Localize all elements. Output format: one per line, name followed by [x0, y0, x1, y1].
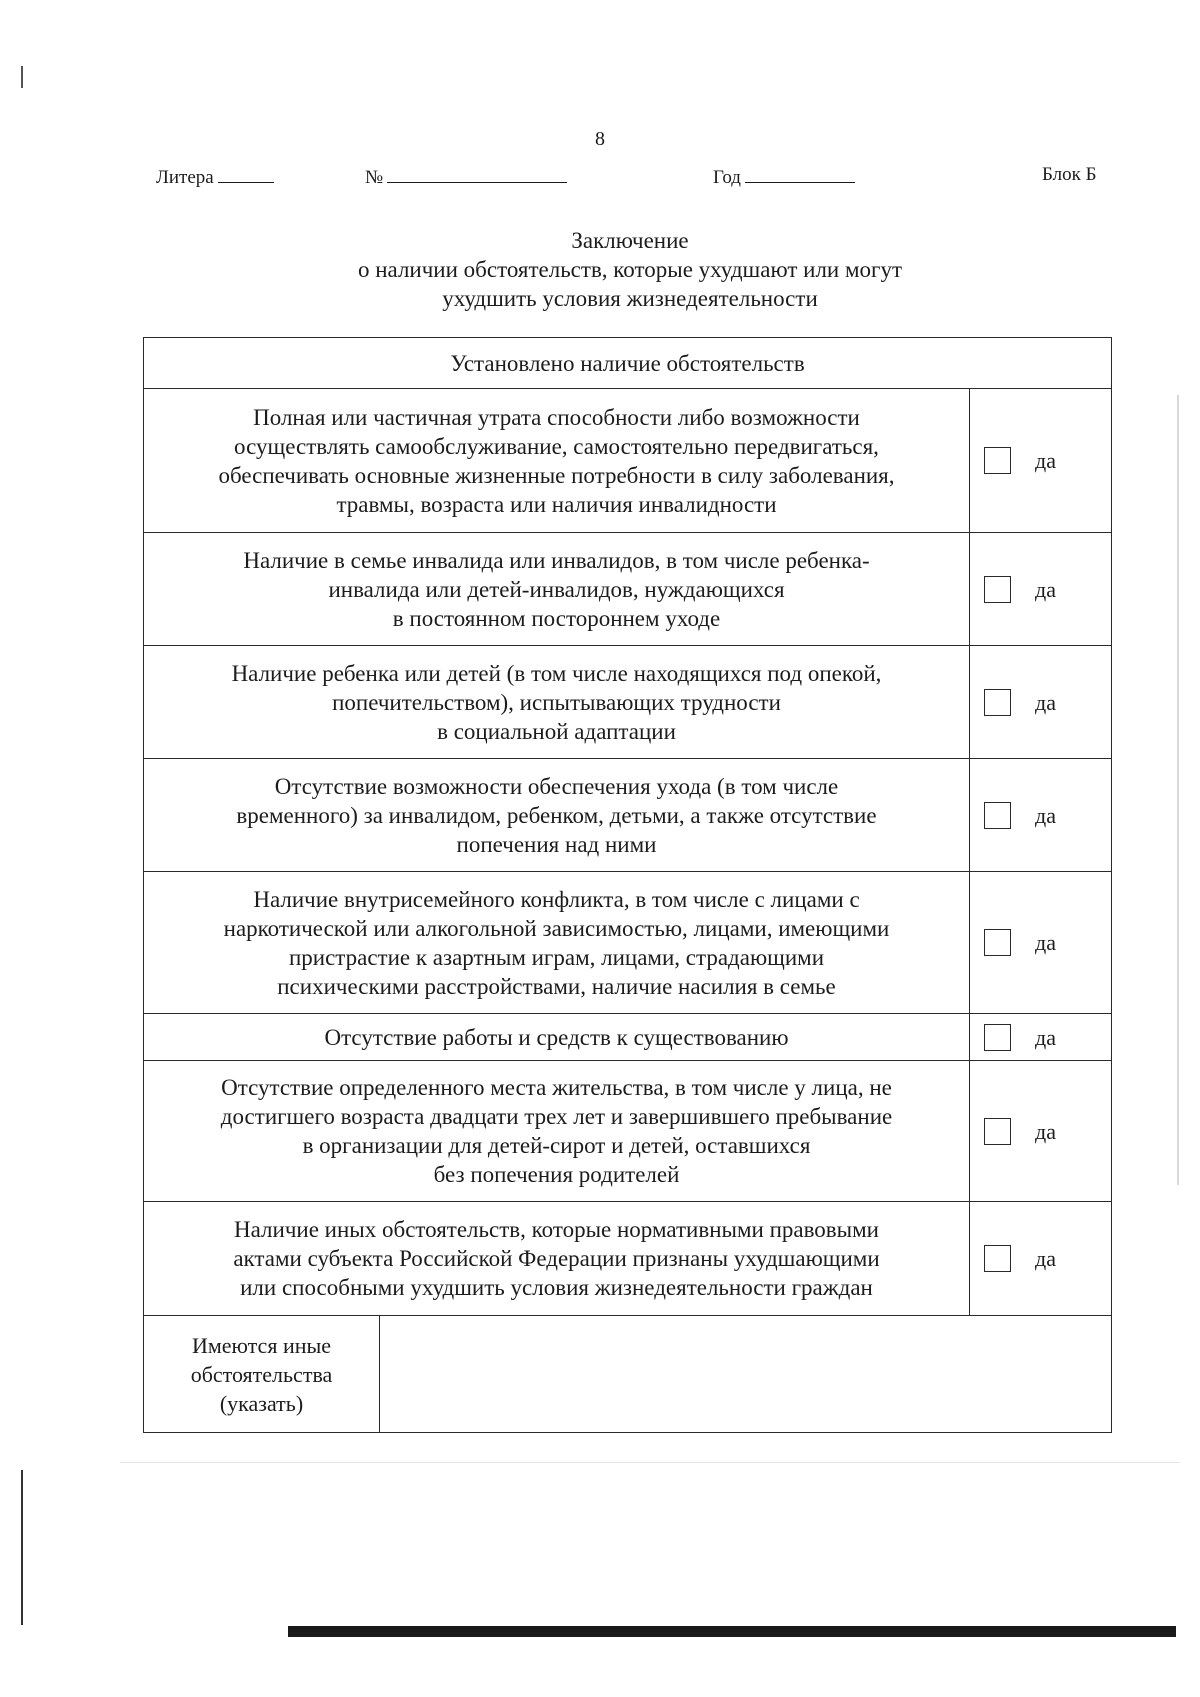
text-line: временного) за инвалидом, ребенком, детьми, а также отсутствие [236, 802, 877, 828]
scan-artifact-bar [288, 1626, 1176, 1637]
circumstance-text [144, 1061, 970, 1202]
scan-artifact-mark [21, 1470, 23, 1625]
text-line: наркотической или алкогольной зависимостью, лицами, имеющими [223, 915, 890, 941]
text-line: попечения над ними [456, 831, 657, 857]
text-line: достигшего возраста двадцати трех лет и завершившего пребывание [220, 1104, 893, 1129]
year-label: Год [713, 167, 741, 188]
document-title [0, 226, 1200, 313]
yes-checkbox[interactable] [984, 1118, 1011, 1145]
text-line: пристрастие к азартным играм, лицами, страдающими [288, 944, 825, 970]
text-line: инвалида или детей-инвалидов, нуждающихся [328, 576, 785, 602]
circumstance-text [144, 759, 970, 872]
text-line: осуществлять самообслуживание, самостоятельно передвигаться, [234, 433, 879, 459]
yes-checkbox[interactable] [984, 1024, 1011, 1051]
litera-input[interactable] [218, 164, 274, 183]
text-line: обстоятельства [190, 1361, 333, 1387]
text-line: Отсутствие определенного места жительства, в том числе у лица, не [221, 1075, 892, 1100]
circumstance-text [144, 1202, 970, 1316]
yes-checkbox[interactable] [984, 802, 1011, 829]
yes-checkbox[interactable] [984, 929, 1011, 956]
yes-label: да [1035, 576, 1056, 602]
table-row [144, 872, 1112, 1014]
table-row [144, 1202, 1112, 1316]
page-number: 8 [595, 128, 605, 150]
yes-label: да [1035, 930, 1056, 955]
check-cell [970, 389, 1112, 533]
other-row [144, 1316, 1112, 1433]
yes-checkbox[interactable] [984, 689, 1011, 716]
scan-artifact-line [120, 1462, 1180, 1463]
text-line: Полная или частичная утрата способности либо возможности [253, 404, 860, 430]
circumstance-text [144, 1014, 970, 1061]
text-line: Отсутствие возможности обеспечения ухода (в том числе [274, 773, 839, 799]
text-line: попечительством), испытывающих трудности [332, 689, 781, 715]
table-row [144, 533, 1112, 646]
scan-artifact-mark [1177, 395, 1179, 1185]
yes-checkbox[interactable] [984, 576, 1011, 603]
circumstances-table [143, 337, 1112, 1433]
number-input[interactable] [387, 164, 567, 183]
other-circumstances-input[interactable] [380, 1316, 1112, 1433]
table-header-row [144, 338, 1112, 389]
year-input[interactable] [745, 164, 855, 183]
text-line: Имеются иные [191, 1332, 332, 1358]
yes-label: да [1035, 1024, 1056, 1050]
text-line: травмы, возраста или наличия инвалидности [336, 491, 777, 517]
check-cell [970, 872, 1112, 1014]
table-header: Установлено наличие обстоятельств [144, 338, 1112, 389]
circumstance-text [144, 533, 970, 646]
yes-checkbox[interactable] [984, 1245, 1011, 1272]
text-line: Отсутствие работы и средств к существованию [324, 1024, 789, 1050]
circumstance-text [144, 389, 970, 533]
text-line: обеспечивать основные жизненные потребности в силу заболевания, [218, 462, 895, 488]
yes-label: да [1035, 448, 1056, 473]
text-line: Наличие иных обстоятельств, которые нормативными правовыми [234, 1217, 879, 1242]
text-line: или способными ухудшить условия жизнедеятельности граждан [240, 1275, 873, 1300]
check-cell [970, 533, 1112, 646]
check-cell [970, 1202, 1112, 1316]
yes-checkbox[interactable] [984, 447, 1011, 474]
year-field [713, 164, 855, 189]
circumstance-text [144, 646, 970, 759]
text-line: в постоянном постороннем уходе [392, 605, 721, 631]
litera-label: Литера [156, 167, 214, 188]
text-line: (указать) [219, 1390, 304, 1416]
table-row [144, 389, 1112, 533]
yes-label: да [1035, 689, 1056, 715]
text-line: в социальной адаптации [437, 718, 676, 744]
number-field [365, 164, 567, 189]
title-line: Заключение [571, 228, 689, 253]
circumstance-text [144, 872, 970, 1014]
litera-field [156, 164, 274, 189]
block-label: Блок Б [1042, 164, 1097, 185]
check-cell [970, 1061, 1112, 1202]
table-row [144, 646, 1112, 759]
text-line: Наличие внутрисемейного конфликта, в том числе с лицами с [253, 886, 860, 912]
text-line: без попечения родителей [433, 1162, 680, 1187]
check-cell [970, 1014, 1112, 1061]
text-line: Наличие в семье инвалида или инвалидов, в том числе ребенка- [243, 547, 870, 573]
yes-label: да [1035, 1246, 1056, 1271]
text-line: актами субъекта Российской Федерации признаны ухудшающими [233, 1246, 880, 1271]
text-line: психическими расстройствами, наличие насилия в семье [277, 973, 836, 999]
text-line: Наличие ребенка или детей (в том числе находящихся под опекой, [231, 660, 882, 686]
yes-label: да [1035, 1118, 1056, 1144]
table-row [144, 1061, 1112, 1202]
title-line: ухудшить условия жизнедеятельности [442, 286, 818, 311]
other-circumstances-label [144, 1316, 380, 1433]
table-row [144, 759, 1112, 872]
yes-label: да [1035, 802, 1056, 828]
scan-artifact-mark [21, 66, 23, 88]
table-row [144, 1014, 1112, 1061]
number-label: № [365, 167, 384, 188]
check-cell [970, 759, 1112, 872]
title-line: о наличии обстоятельств, которые ухудшают или могут [357, 257, 903, 282]
text-line: в организации для детей-сирот и детей, оставшихся [302, 1133, 811, 1158]
check-cell [970, 646, 1112, 759]
